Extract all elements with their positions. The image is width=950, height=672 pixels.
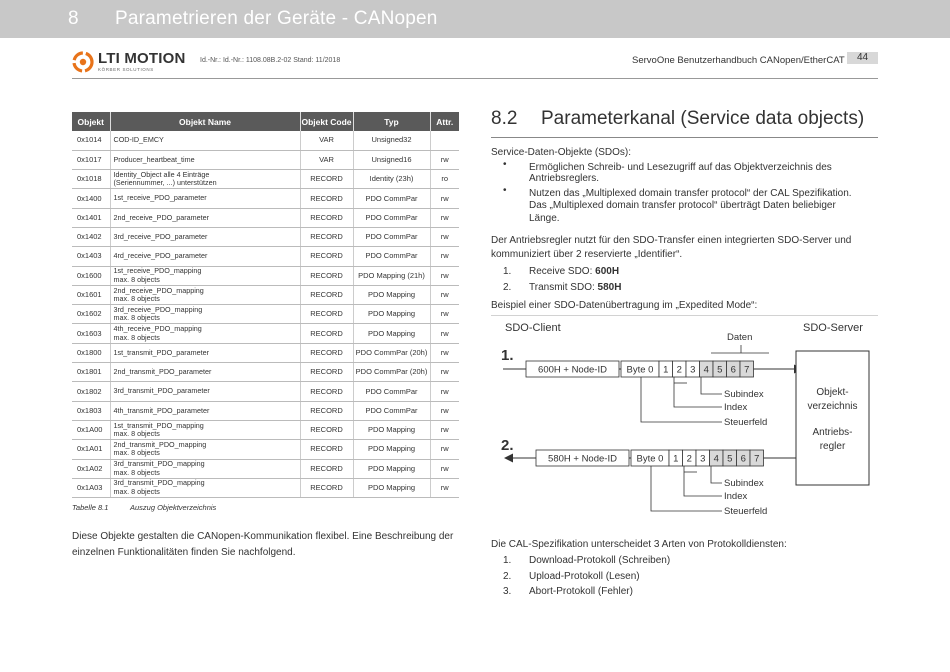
cell-objekt-code: RECORD <box>300 401 353 420</box>
step-1-label: 1. <box>501 347 514 364</box>
cell-objekt: 0x1803 <box>72 401 110 420</box>
cell-typ: PDO CommPar (20h) <box>353 343 430 362</box>
cell-objekt-name <box>110 343 300 362</box>
bullet-dot: • <box>503 185 507 196</box>
cell-objekt-code: RECORD <box>300 420 353 439</box>
header-objekt: Objekt <box>72 112 110 131</box>
cell-objekt-name-line-2: max. 8 objects <box>113 274 160 284</box>
sdo-paragraph-line-1: Der Antriebsregler nutzt für den SDO-Transfer einen integrierten SDO-Server und <box>491 235 852 246</box>
cell-objekt-name <box>110 150 300 169</box>
cell-typ: Identity (23h) <box>353 170 430 189</box>
table-row <box>72 401 459 420</box>
table-row <box>72 170 459 189</box>
sdo-list-value-1: 600H <box>595 266 620 277</box>
header-attr: Attr. <box>430 112 459 131</box>
sdo-list-item-2 <box>529 281 621 294</box>
sdo-list-num-1: 1. <box>503 266 512 277</box>
callout-1-subindex-line <box>701 377 722 394</box>
cell-objekt-code: RECORD <box>300 440 353 459</box>
callout-2-subindex: Subindex <box>724 478 764 489</box>
table-row <box>72 363 459 382</box>
msg-1-byte-label: 7 <box>744 364 750 376</box>
logo-text: LTI MOTION <box>98 50 186 67</box>
table-row <box>72 324 459 343</box>
table-row <box>72 131 459 150</box>
callout-1-steuerfeld: Steuerfeld <box>724 417 768 428</box>
msg-2-byte-label: Byte 0 <box>636 453 664 465</box>
manual-title: ServoOne Benutzerhandbuch CANopen/EtherCAT <box>632 55 845 66</box>
cell-objekt-name-line-1: 3rd_receive_PDO_mapping <box>113 304 203 314</box>
sdo-list-value-2: 580H <box>597 282 622 293</box>
cell-objekt-name-line-2: (Seriennummer, ...) unterstützen <box>113 178 217 188</box>
cell-objekt-code: RECORD <box>300 227 353 246</box>
table-row <box>72 459 459 478</box>
bullet-2-line-1: Nutzen das „Multiplexed domain transfer protocol“ der CAL Spezifikation. <box>529 188 852 199</box>
section-title: Parameterkanal (Service data objects) <box>541 108 865 129</box>
section-divider <box>491 137 878 138</box>
cell-objekt-code: RECORD <box>300 324 353 343</box>
cell-typ: PDO Mapping <box>353 285 430 304</box>
cell-objekt-name-line-2: max. 8 objects <box>113 313 160 323</box>
cell-objekt-name <box>110 266 300 285</box>
cell-objekt-name-line-1: 1st_transmit_PDO_parameter <box>113 347 209 357</box>
cell-objekt-name <box>110 401 300 420</box>
callout-1-index-line <box>674 377 722 407</box>
cell-objekt-name-line-2: max. 8 objects <box>113 467 160 477</box>
section-number: 8.2 <box>491 108 518 129</box>
table-header-row <box>72 112 459 131</box>
server-box-line-2: verzeichnis <box>807 401 858 412</box>
protocol-item-3: Abort-Protokoll (Fehler) <box>529 586 633 597</box>
bullet-2-line-2: Das „Multiplexed domain transfer protocol“ überträgt Daten beliebiger <box>529 200 836 211</box>
cell-objekt: 0x1801 <box>72 363 110 382</box>
protocol-num-2: 2. <box>503 571 512 582</box>
cal-intro: Die CAL-Spezifikation unterscheidet 3 Arten von Protokolldiensten: <box>491 539 787 550</box>
cell-objekt-code: RECORD <box>300 247 353 266</box>
callout-1-index: Index <box>724 402 748 413</box>
page-number: 44 <box>847 52 878 64</box>
cell-typ: PDO CommPar <box>353 189 430 208</box>
cell-attr: rw <box>430 363 459 382</box>
sdo-transfer-diagram <box>491 315 881 530</box>
cell-objekt-code: RECORD <box>300 285 353 304</box>
cell-objekt-code: RECORD <box>300 343 353 362</box>
cell-objekt: 0x1601 <box>72 285 110 304</box>
bullet-1-line-2: Antriebsreglers. <box>529 173 600 184</box>
cell-attr: rw <box>430 208 459 227</box>
table-row <box>72 208 459 227</box>
cell-attr: rw <box>430 189 459 208</box>
cell-objekt-name-line-1: 2nd_receive_PDO_parameter <box>113 212 209 222</box>
cell-attr: rw <box>430 459 459 478</box>
cell-objekt-code: RECORD <box>300 478 353 497</box>
cell-objekt-name-line-1: 3rd_transmit_PDO_mapping <box>113 459 205 469</box>
cell-objekt: 0x1018 <box>72 170 110 189</box>
sdo-paragraph-line-2: kommuniziert über 2 reservierte „Identifier“. <box>491 249 683 260</box>
msg-1-byte-label: 5 <box>717 364 723 376</box>
callout-2-index-line <box>684 466 722 496</box>
cell-objekt-code: RECORD <box>300 208 353 227</box>
cell-objekt-name <box>110 285 300 304</box>
msg-2-byte-label: 4 <box>713 453 719 465</box>
server-box-line-4: regler <box>819 441 846 452</box>
cell-objekt-name <box>110 247 300 266</box>
cell-typ: PDO CommPar <box>353 382 430 401</box>
cell-objekt: 0x1800 <box>72 343 110 362</box>
cell-typ: PDO CommPar (20h) <box>353 363 430 382</box>
cell-typ: PDO Mapping (21h) <box>353 266 430 285</box>
table-caption <box>72 503 217 512</box>
cell-objekt: 0x1A01 <box>72 440 110 459</box>
cell-objekt-name-line-2: max. 8 objects <box>113 448 160 458</box>
sdo-list-label-2: Transmit SDO: <box>529 282 595 293</box>
cell-objekt: 0x1403 <box>72 247 110 266</box>
cell-typ: PDO Mapping <box>353 305 430 324</box>
sdo-client-label: SDO-Client <box>505 322 561 334</box>
table-row <box>72 478 459 497</box>
cell-objekt-code: RECORD <box>300 382 353 401</box>
chapter-number: 8 <box>68 8 79 29</box>
cell-objekt-name <box>110 382 300 401</box>
cell-objekt-name <box>110 208 300 227</box>
table-body <box>72 131 459 498</box>
step-2-label: 2. <box>501 437 514 454</box>
msg-2-byte-label: 7 <box>754 453 760 465</box>
sdo-intro: Service-Daten-Objekte (SDOs): <box>491 147 632 158</box>
header-typ: Typ <box>353 112 430 131</box>
cell-objekt-code: RECORD <box>300 459 353 478</box>
msg-1-byte-label: 2 <box>676 364 682 376</box>
cell-attr: rw <box>430 382 459 401</box>
server-object-box <box>796 351 869 485</box>
cell-objekt-name-line-1: 3rd_receive_PDO_parameter <box>113 231 208 241</box>
cell-objekt: 0x1603 <box>72 324 110 343</box>
cell-objekt-name-line-1: 1st_receive_PDO_mapping <box>113 266 202 276</box>
cell-objekt-name <box>110 440 300 459</box>
table-row <box>72 227 459 246</box>
sdo-list-num-2: 2. <box>503 282 512 293</box>
cell-objekt: 0x1802 <box>72 382 110 401</box>
left-paragraph: Diese Objekte gestalten die CANopen-Kommunikation flexibel. Eine Beschreibung der einzelnen Funktionalitäten finden Sie nachfolgend. <box>72 531 454 558</box>
cell-objekt: 0x1402 <box>72 227 110 246</box>
msg-2-byte-label: 2 <box>686 453 692 465</box>
sdo-server-label: SDO-Server <box>803 322 863 334</box>
callout-2-index: Index <box>724 491 748 502</box>
protocol-item-1: Download-Protokoll (Schreiben) <box>529 555 671 566</box>
cell-objekt-name-line-1: Producer_heartbeat_time <box>113 154 195 164</box>
table-row <box>72 247 459 266</box>
cell-objekt: 0x1400 <box>72 189 110 208</box>
msg-2-byte-label: 3 <box>700 453 706 465</box>
cell-objekt-name-line-1: 1st_receive_PDO_parameter <box>113 193 207 203</box>
cell-attr: rw <box>430 247 459 266</box>
example-title: Beispiel einer SDO-Datenübertragung im „Expedited Mode“: <box>491 300 758 311</box>
table-row <box>72 343 459 362</box>
daten-label: Daten <box>727 332 753 343</box>
cell-objekt-name <box>110 420 300 439</box>
header-objekt-name: Objekt Name <box>110 112 300 131</box>
cell-objekt-name-line-2: max. 8 objects <box>113 294 160 304</box>
cell-objekt-name <box>110 324 300 343</box>
cell-objekt: 0x1600 <box>72 266 110 285</box>
cell-objekt-code: RECORD <box>300 189 353 208</box>
cell-objekt-name-line-1: 3rd_transmit_PDO_mapping <box>113 478 205 488</box>
cell-typ: Unsigned16 <box>353 150 430 169</box>
cell-typ: PDO Mapping <box>353 459 430 478</box>
table-row <box>72 266 459 285</box>
cell-objekt-name-line-1: 4rd_receive_PDO_parameter <box>113 251 208 261</box>
lti-logo-icon <box>72 51 94 73</box>
header-divider <box>72 78 878 79</box>
protocol-num-1: 1. <box>503 555 512 566</box>
cell-objekt-code: RECORD <box>300 305 353 324</box>
cell-objekt-name <box>110 459 300 478</box>
protocol-num-3: 3. <box>503 586 512 597</box>
cell-attr <box>430 131 459 150</box>
msg-1-byte-label: Byte 0 <box>626 364 654 376</box>
cell-typ: PDO Mapping <box>353 440 430 459</box>
cell-objekt: 0x1014 <box>72 131 110 150</box>
cell-objekt-name-line-2: max. 8 objects <box>113 332 160 342</box>
protocol-item-2: Upload-Protokoll (Lesen) <box>529 571 640 582</box>
cell-objekt-name-line-1: COD-ID_EMCY <box>113 135 164 145</box>
server-box-line-1: Objekt- <box>816 387 849 398</box>
callout-1-subindex: Subindex <box>724 389 764 400</box>
table-row <box>72 150 459 169</box>
cell-objekt-name-line-1: 4th_receive_PDO_mapping <box>113 324 202 334</box>
cell-attr: rw <box>430 401 459 420</box>
cell-typ: PDO CommPar <box>353 247 430 266</box>
callout-2-steuerfeld: Steuerfeld <box>724 506 768 517</box>
cell-objekt-name <box>110 170 300 189</box>
cell-objekt-name <box>110 363 300 382</box>
cell-objekt-name-line-1: 2nd_receive_PDO_mapping <box>113 285 204 295</box>
cell-objekt-name-line-2: max. 8 objects <box>113 486 160 496</box>
cell-objekt: 0x1017 <box>72 150 110 169</box>
cell-objekt-code: RECORD <box>300 170 353 189</box>
msg-1-byte-label: 3 <box>690 364 696 376</box>
cell-objekt-name-line-1: 1st_transmit_PDO_mapping <box>113 420 204 430</box>
msg-1-byte-cells <box>621 361 754 377</box>
sdo-list-item-1 <box>529 265 619 278</box>
msg-2-byte-cells <box>631 450 764 466</box>
cell-attr: rw <box>430 324 459 343</box>
msg-1-byte-label: 4 <box>703 364 709 376</box>
chapter-title: Parametrieren der Geräte - CANopen <box>115 8 438 29</box>
cell-objekt-name <box>110 305 300 324</box>
table-row <box>72 189 459 208</box>
cell-attr: rw <box>430 440 459 459</box>
sdo-list-label-1: Receive SDO: <box>529 266 593 277</box>
cell-objekt: 0x1A02 <box>72 459 110 478</box>
server-box-line-3: Antriebs- <box>812 427 853 438</box>
cell-objekt-code: VAR <box>300 131 353 150</box>
msg-2-id-text: 580H + Node-ID <box>548 453 617 465</box>
cell-objekt-code: RECORD <box>300 266 353 285</box>
cell-objekt: 0x1A03 <box>72 478 110 497</box>
msg-1-byte-label: 6 <box>730 364 736 376</box>
cell-attr: rw <box>430 478 459 497</box>
cell-attr: rw <box>430 266 459 285</box>
cell-objekt-name-line-1: 4th_transmit_PDO_parameter <box>113 405 210 415</box>
cell-objekt: 0x1401 <box>72 208 110 227</box>
callout-2-subindex-line <box>711 466 722 483</box>
bullet-1-line-1: Ermöglichen Schreib- und Lesezugriff auf das Objektverzeichnis des <box>529 162 832 173</box>
cell-typ: Unsigned32 <box>353 131 430 150</box>
logo-subtext: KÖRBER SOLUTIONS <box>98 67 154 72</box>
cell-typ: PDO CommPar <box>353 401 430 420</box>
object-table <box>72 112 459 498</box>
cell-typ: PDO Mapping <box>353 478 430 497</box>
cell-objekt-name <box>110 227 300 246</box>
cell-objekt-name-line-1: 3rd_transmit_PDO_parameter <box>113 386 210 396</box>
cell-objekt-name <box>110 478 300 497</box>
cell-attr: rw <box>430 305 459 324</box>
table-row <box>72 305 459 324</box>
bullet-dot: • <box>503 159 507 170</box>
cell-typ: PDO Mapping <box>353 420 430 439</box>
cell-objekt: 0x1602 <box>72 305 110 324</box>
cell-objekt-name-line-1: 2nd_transmit_PDO_mapping <box>113 439 207 449</box>
cell-attr: rw <box>430 420 459 439</box>
cell-objekt-name-line-1: Identity_Object alle 4 Einträge <box>113 169 210 179</box>
cell-objekt-code: RECORD <box>300 363 353 382</box>
header-objekt-code: Objekt Code <box>300 112 353 131</box>
table-caption-text: Auszug Objektverzeichnis <box>130 503 217 512</box>
msg-1-id-text: 600H + Node-ID <box>538 364 607 376</box>
table-row <box>72 382 459 401</box>
document-ids: Id.-Nr.: Id.-Nr.: 1108.08B.2-02 Stand: 11/2018 <box>200 57 341 64</box>
table-row <box>72 440 459 459</box>
cell-attr: rw <box>430 227 459 246</box>
cell-objekt: 0x1A00 <box>72 420 110 439</box>
step-2-arrowhead-icon <box>504 454 513 463</box>
table-caption-label: Tabelle 8.1 <box>72 503 109 512</box>
table-row <box>72 285 459 304</box>
cell-attr: rw <box>430 285 459 304</box>
cell-attr: ro <box>430 170 459 189</box>
msg-1-byte-label: 1 <box>663 364 669 376</box>
msg-2-byte-label: 1 <box>673 453 679 465</box>
cell-typ: PDO CommPar <box>353 227 430 246</box>
cell-typ: PDO CommPar <box>353 208 430 227</box>
cell-typ: PDO Mapping <box>353 324 430 343</box>
cell-attr: rw <box>430 150 459 169</box>
cell-objekt-name <box>110 131 300 150</box>
msg-2-byte-label: 6 <box>740 453 746 465</box>
cell-attr: rw <box>430 343 459 362</box>
cell-objekt-name-line-2: max. 8 objects <box>113 429 160 439</box>
msg-2-byte-label: 5 <box>727 453 733 465</box>
callout-1-steuerfeld-line <box>641 377 722 422</box>
bullet-2-line-3: Länge. <box>529 213 560 224</box>
table-row <box>72 420 459 439</box>
cell-objekt-name <box>110 189 300 208</box>
cell-objekt-code: VAR <box>300 150 353 169</box>
cell-objekt-name-line-1: 2nd_transmit_PDO_parameter <box>113 366 212 376</box>
